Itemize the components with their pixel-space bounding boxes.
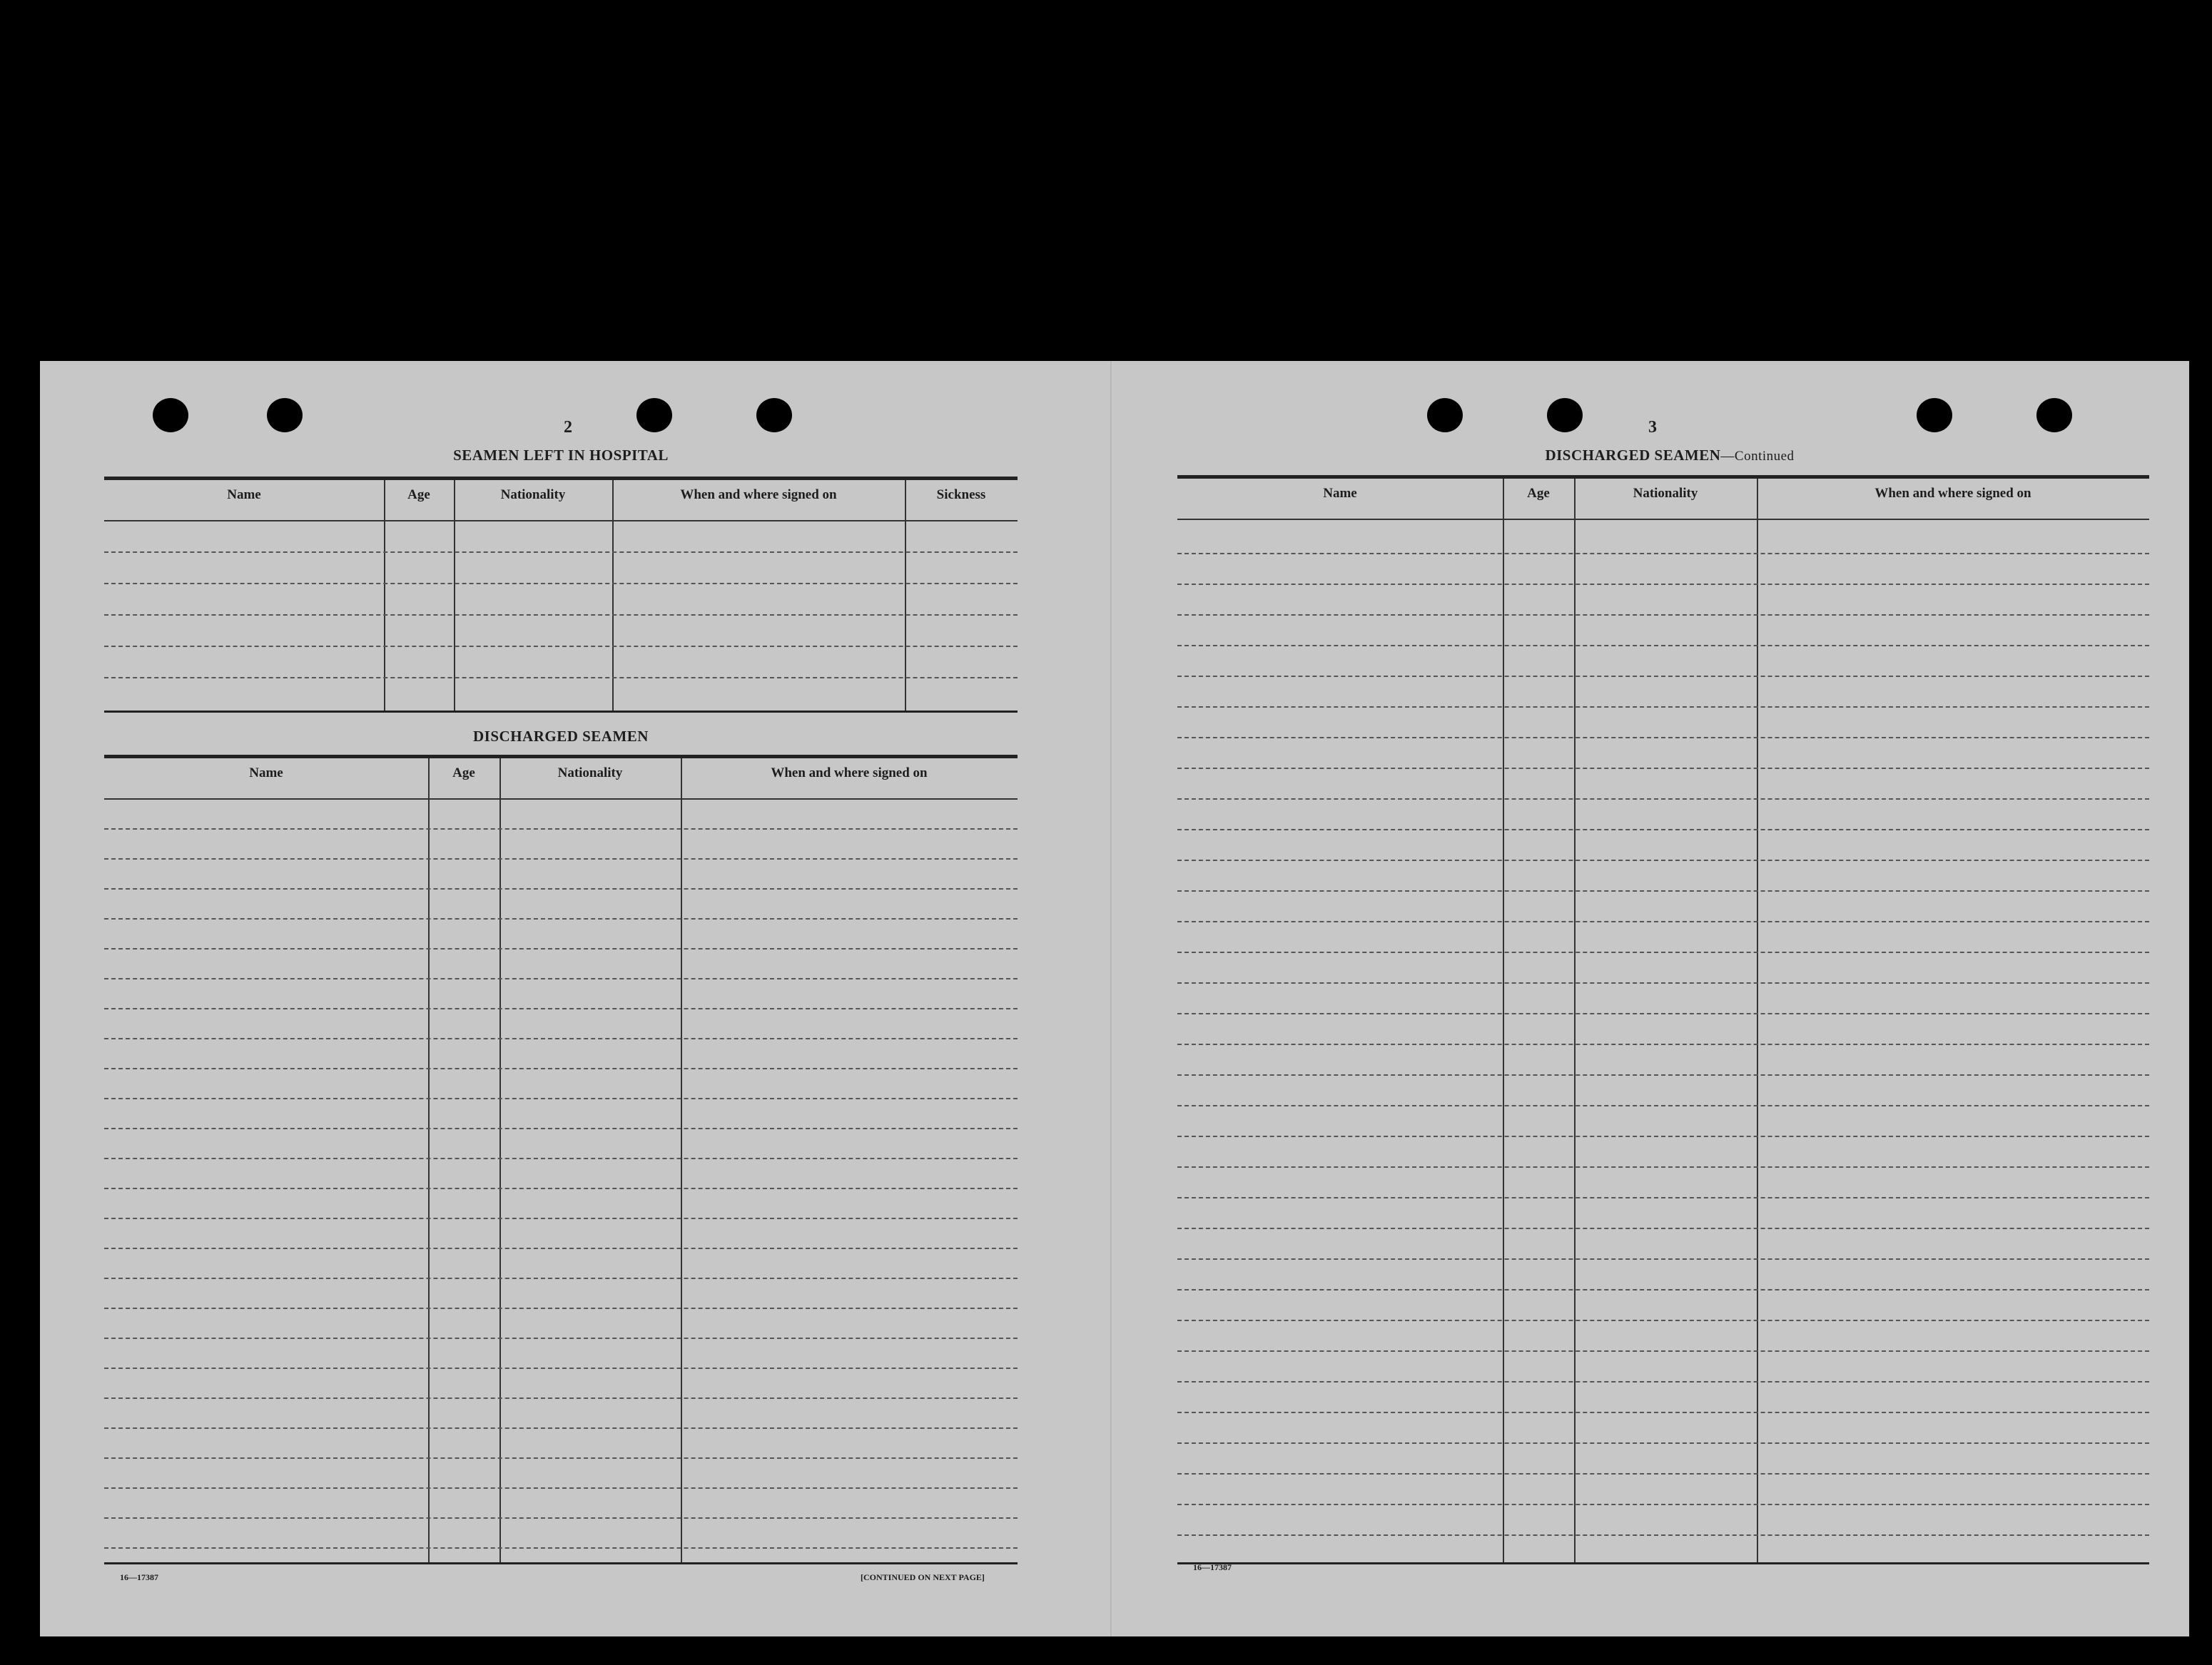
discharged-col-nationality: Nationality <box>557 765 623 780</box>
punch-hole <box>1427 398 1463 432</box>
table-row <box>1177 1105 2149 1106</box>
table-row <box>1177 584 2149 585</box>
table-row <box>1177 1044 2149 1045</box>
table-row <box>104 1188 1018 1189</box>
discharged-continued-title <box>1177 447 2162 464</box>
continued-col-signed-on: When and where signed on <box>1874 486 2031 501</box>
table-row <box>1177 1228 2149 1229</box>
continued-col-nationality: Nationality <box>1633 486 1698 501</box>
table-row <box>104 1218 1018 1219</box>
column-divider <box>1757 479 1758 1564</box>
table-bottom-rule <box>104 711 1018 713</box>
table-row <box>104 978 1018 979</box>
table-row <box>1177 737 2149 738</box>
table-row <box>104 888 1018 890</box>
continued-note: [CONTINUED ON NEXT PAGE] <box>861 1572 985 1582</box>
discharged-continued-table <box>1177 475 2149 1564</box>
table-row <box>1177 1166 2149 1168</box>
discharged-continued-title-main: DISCHARGED SEAMEN <box>1545 447 1721 464</box>
table-row <box>104 677 1018 678</box>
table-bottom-rule <box>1177 1562 2149 1564</box>
table-row <box>104 828 1018 830</box>
hospital-section-title: SEAMEN LEFT IN HOSPITAL <box>453 447 669 464</box>
table-row <box>1177 645 2149 646</box>
punch-hole <box>636 398 672 432</box>
table-row <box>104 1457 1018 1459</box>
column-divider <box>681 758 682 1564</box>
table-row <box>104 948 1018 949</box>
punch-hole <box>153 398 188 432</box>
table-row <box>104 614 1018 616</box>
table-row <box>104 1487 1018 1489</box>
continued-col-name: Name <box>1323 486 1357 501</box>
table-row <box>1177 1534 2149 1536</box>
table-row <box>104 1397 1018 1399</box>
table-row <box>104 1427 1018 1429</box>
table-row <box>1177 860 2149 861</box>
punch-hole <box>2036 398 2072 432</box>
table-row <box>104 551 1018 553</box>
punch-hole <box>756 398 792 432</box>
table-row <box>1177 1258 2149 1260</box>
discharged-continued-title-suffix: —Continued <box>1720 449 1795 464</box>
discharged-section-title: DISCHARGED SEAMEN <box>473 728 649 745</box>
table-row <box>104 1517 1018 1519</box>
table-row <box>1177 1412 2149 1413</box>
table-row <box>1177 1074 2149 1076</box>
column-divider <box>499 758 501 1564</box>
discharged-col-name: Name <box>249 765 283 780</box>
table-row <box>1177 706 2149 708</box>
column-divider <box>1503 479 1504 1564</box>
table-row <box>104 1158 1018 1159</box>
table-row <box>1177 1197 2149 1198</box>
discharged-col-signed-on: When and where signed on <box>771 765 928 780</box>
discharged-table <box>104 755 1018 1564</box>
table-row <box>104 583 1018 584</box>
table-row <box>104 646 1018 647</box>
table-row <box>1177 890 2149 892</box>
table-row <box>104 1098 1018 1099</box>
table-row <box>104 1278 1018 1279</box>
table-row <box>1177 1442 2149 1444</box>
form-number-left: 16—17387 <box>120 1572 158 1582</box>
table-row <box>1177 1289 2149 1290</box>
table-row <box>1177 829 2149 830</box>
table-row <box>1177 676 2149 677</box>
hospital-col-nationality: Nationality <box>500 487 566 502</box>
table-row <box>104 1068 1018 1069</box>
hospital-col-sickness: Sickness <box>936 487 986 502</box>
table-row <box>104 1368 1018 1369</box>
table-row <box>1177 614 2149 616</box>
table-row <box>1177 1136 2149 1137</box>
page-fold <box>1110 361 1113 1636</box>
table-row <box>104 1038 1018 1039</box>
table-row <box>1177 1013 2149 1014</box>
hospital-table-header <box>104 480 1018 521</box>
table-bottom-rule <box>104 1562 1018 1564</box>
punch-hole <box>1917 398 1952 432</box>
column-divider <box>428 758 430 1564</box>
continued-col-age: Age <box>1527 486 1550 501</box>
table-row <box>1177 921 2149 922</box>
hospital-col-name: Name <box>227 487 261 502</box>
punch-hole <box>267 398 303 432</box>
document-sheet <box>40 361 2189 1636</box>
table-row <box>104 858 1018 860</box>
hospital-table <box>104 477 1018 713</box>
table-row <box>1177 768 2149 769</box>
table-row <box>104 1338 1018 1339</box>
table-row <box>1177 1473 2149 1475</box>
table-row <box>1177 1350 2149 1352</box>
table-row <box>104 1128 1018 1129</box>
hospital-col-signed-on: When and where signed on <box>680 487 837 502</box>
table-row <box>104 1008 1018 1009</box>
table-row <box>1177 1504 2149 1505</box>
punch-hole <box>1547 398 1583 432</box>
table-row <box>1177 553 2149 554</box>
table-row <box>1177 952 2149 953</box>
table-row <box>104 1547 1018 1549</box>
page-number-left: 2 <box>564 418 572 437</box>
table-row <box>1177 798 2149 800</box>
discharged-continued-table-header <box>1177 479 2149 520</box>
column-divider <box>1574 479 1576 1564</box>
discharged-table-header <box>104 758 1018 800</box>
hospital-col-age: Age <box>407 487 430 502</box>
table-row <box>104 1308 1018 1309</box>
form-number-right: 16—17387 <box>1193 1562 1232 1572</box>
page-number-right: 3 <box>1648 418 1657 437</box>
table-row <box>104 1248 1018 1249</box>
table-row <box>104 918 1018 920</box>
table-row <box>1177 1381 2149 1383</box>
discharged-col-age: Age <box>452 765 475 780</box>
table-row <box>1177 1320 2149 1321</box>
table-row <box>1177 982 2149 984</box>
